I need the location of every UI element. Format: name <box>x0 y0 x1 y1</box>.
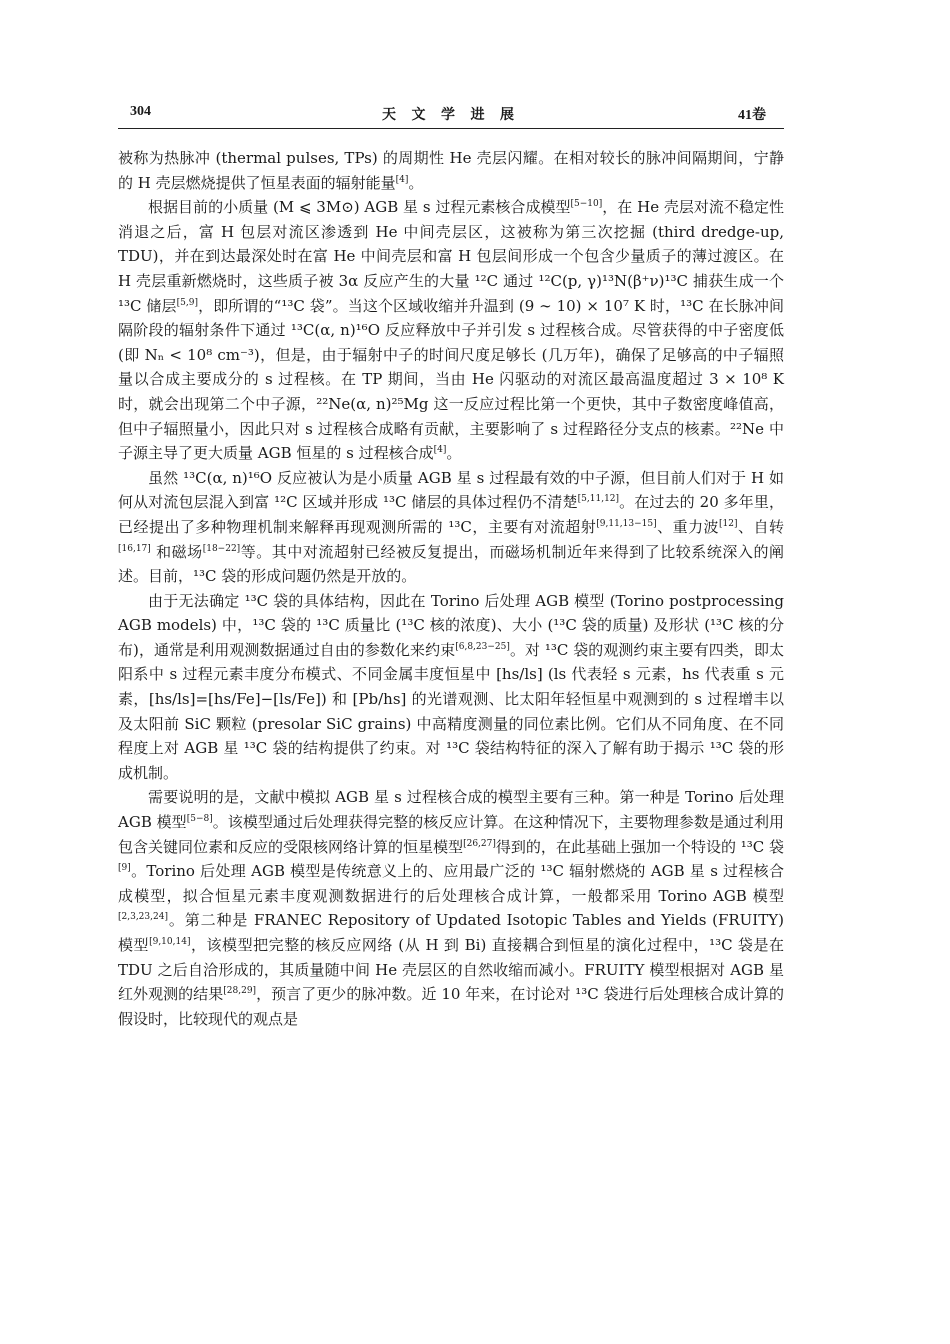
paragraph-2: 根据目前的小质量 (M ⩽ 3M⊙) AGB 星 s 过程元素核合成模型[5−10]，在 He 壳层对流不稳定性消退之后，富 H 包层对流区渗透到 He 中间壳层区，这被称为第三次挖掘 (third dredge-up, TDU)，并在到达最深处时在富 He 中间壳层和富 H 包层间形成一个包含少量质子的薄过渡区。在 H 壳层重新燃烧时，这些质子被 3α 反应产生的大量 ¹²C 通过 ¹²C(p, γ)¹³N(β⁺ν)¹³C 捕获生成一个 ¹³C 储层[5,9]，即所谓的“¹³C 袋”。当这个区域收缩并升温到 (9 ∼ 10) × 10⁷ K 时，¹³C 在长脉冲间隔阶段的辐射条件下通过 ¹³C(α, n)¹⁶O 反应释放中子并引发 s 过程核合成。尽管获得的中子密度低 (即 Nₙ < 10⁸ cm⁻³)，但是，由于辐射中子的时间尺度足够长 (几万年)，确保了足够高的中子辐照量以合成主要成分的 s 过程核。在 TP 期间，当由 He 闪驱动的对流区最高温度超过 3 × 10⁸ K 时，就会出现第二个中子源，²²Ne(α, n)²⁵Mg 这一反应过程比第一个更快，其中子数密度峰值高，但中子辐照量小，因此只对 s 过程核合成略有贡献，主要影响了 s 过程路径分支点的核素。²²Ne 中子源主导了更大质量 AGB 恒星的 s 过程核合成[4]。 <box>118 198 784 463</box>
paragraph-5: 需要说明的是，文献中模拟 AGB 星 s 过程核合成的模型主要有三种。第一种是 Torino 后处理 AGB 模型[5−8]。该模型通过后处理获得完整的核反应计算。在这种情况下，主要物理参数是通过利用包含关键同位素和反应的受限核网络计算的恒星模型[26,27]得到的，在此基础上强加一个特设的 ¹³C 袋[9]。Torino 后处理 AGB 模型是传统意义上的、应用最广泛的 ¹³C 辐射燃烧的 AGB 星 s 过程核合成模型，拟合恒星元素丰度观测数据进行的后处理核合成计算，一般都采用 Torino AGB 模型[2,3,23,24]。第二种是 FRANEC Repository of Updated Isotopic Tables and Yields (FRUITY) 模型[9,10,14]，该模型把完整的核反应网络 (从 H 到 Bi) 直接耦合到恒星的演化过程中，¹³C 袋是在 TDU 之后自洽形成的，其质量随中间 He 壳层区的自然收缩而减小。FRUITY 模型根据对 AGB 星红外观测的结果[28,29]，预言了更少的脉冲数。近 10 年来，在讨论对 ¹³C 袋进行后处理核合成计算的假设时，比较现代的观点是 <box>118 788 784 1028</box>
citation-marker: [5,9] <box>176 297 198 308</box>
citation-marker: [26,27] <box>463 838 496 849</box>
citation-marker: [5,11,12] <box>577 494 620 505</box>
citation-marker: [9,11,13−15] <box>596 518 657 529</box>
citation-marker: [2,3,23,24] <box>118 912 168 923</box>
paragraph-4: 由于无法确定 ¹³C 袋的具体结构，因此在 Torino 后处理 AGB 模型 (Torino postprocessing AGB models) 中，¹³C 袋的 ¹³C 质量比 (¹³C 核的浓度)、大小 (¹³C 袋的质量) 及形状 (¹³C 核的分布)，通常是利用观测数据通过自由的参数化来约束[6,8,23−25]。对 ¹³C 袋的观测约束主要有四类，即太阳系中 s 过程元素丰度分布模式、不同金属丰度恒星中 [hs/ls] (ls 代表轻 s 元素，hs 代表重 s 元素，[hs/ls]=[hs/Fe]−[ls/Fe]) 和 [Pb/hs] 的光谱观测、比太阳年轻恒星中观测到的 s 过程增丰以及太阳前 SiC 颗粒 (presolar SiC grains) 中高精度测量的同位素比例。它们从不同角度、在不同程度上对 AGB 星 ¹³C 袋的结构提供了约束。对 ¹³C 袋结构特征的深入了解有助于揭示 ¹³C 袋的形成机制。 <box>118 591 785 782</box>
citation-marker: [16,17] <box>118 543 151 554</box>
citation-marker: [28,29] <box>223 986 257 997</box>
citation-marker: [5−8] <box>186 814 213 825</box>
article-body <box>118 146 784 1031</box>
citation-marker: [6,8,23−25] <box>455 641 510 652</box>
paragraph-1: 被称为热脉冲 (thermal pulses, TPs) 的周期性 He 壳层闪耀。在相对较长的脉冲间隔期间，宁静的 H 壳层燃烧提供了恒星表面的辐射能量[4]。 <box>118 149 784 192</box>
paragraph-3: 虽然 ¹³C(α, n)¹⁶O 反应被认为是小质量 AGB 星 s 过程最有效的中子源，但目前人们对于 H 如何从对流包层混入到富 ¹²C 区域并形成 ¹³C 储层的具体过程仍不清楚[5,11,12]。在过去的 20 多年里，已经提出了多种物理机制来解释再现观测所需的 ¹³C，主要有对流超射[9,11,13−15]、重力波[12]、自转[16,17] 和磁场[18−22]等。其中对流超射已经被反复提出，而磁场机制近年来得到了比较系统深入的阐述。目前，¹³C 袋的形成问题仍然是开放的。 <box>118 468 784 586</box>
citation-marker: [4] <box>395 174 409 185</box>
citation-marker: [18−22] <box>202 543 241 554</box>
journal-title: 天 文 学 进 展 <box>382 108 520 123</box>
citation-marker: [9] <box>118 863 131 874</box>
citation-marker: [12] <box>719 518 738 529</box>
citation-marker: [5−10] <box>570 199 603 210</box>
citation-marker: [4] <box>433 445 447 456</box>
volume-label: 41卷 <box>738 108 766 123</box>
running-header <box>118 104 784 129</box>
citation-marker: [9,10,14] <box>149 937 191 947</box>
page-number: 304 <box>130 104 151 119</box>
